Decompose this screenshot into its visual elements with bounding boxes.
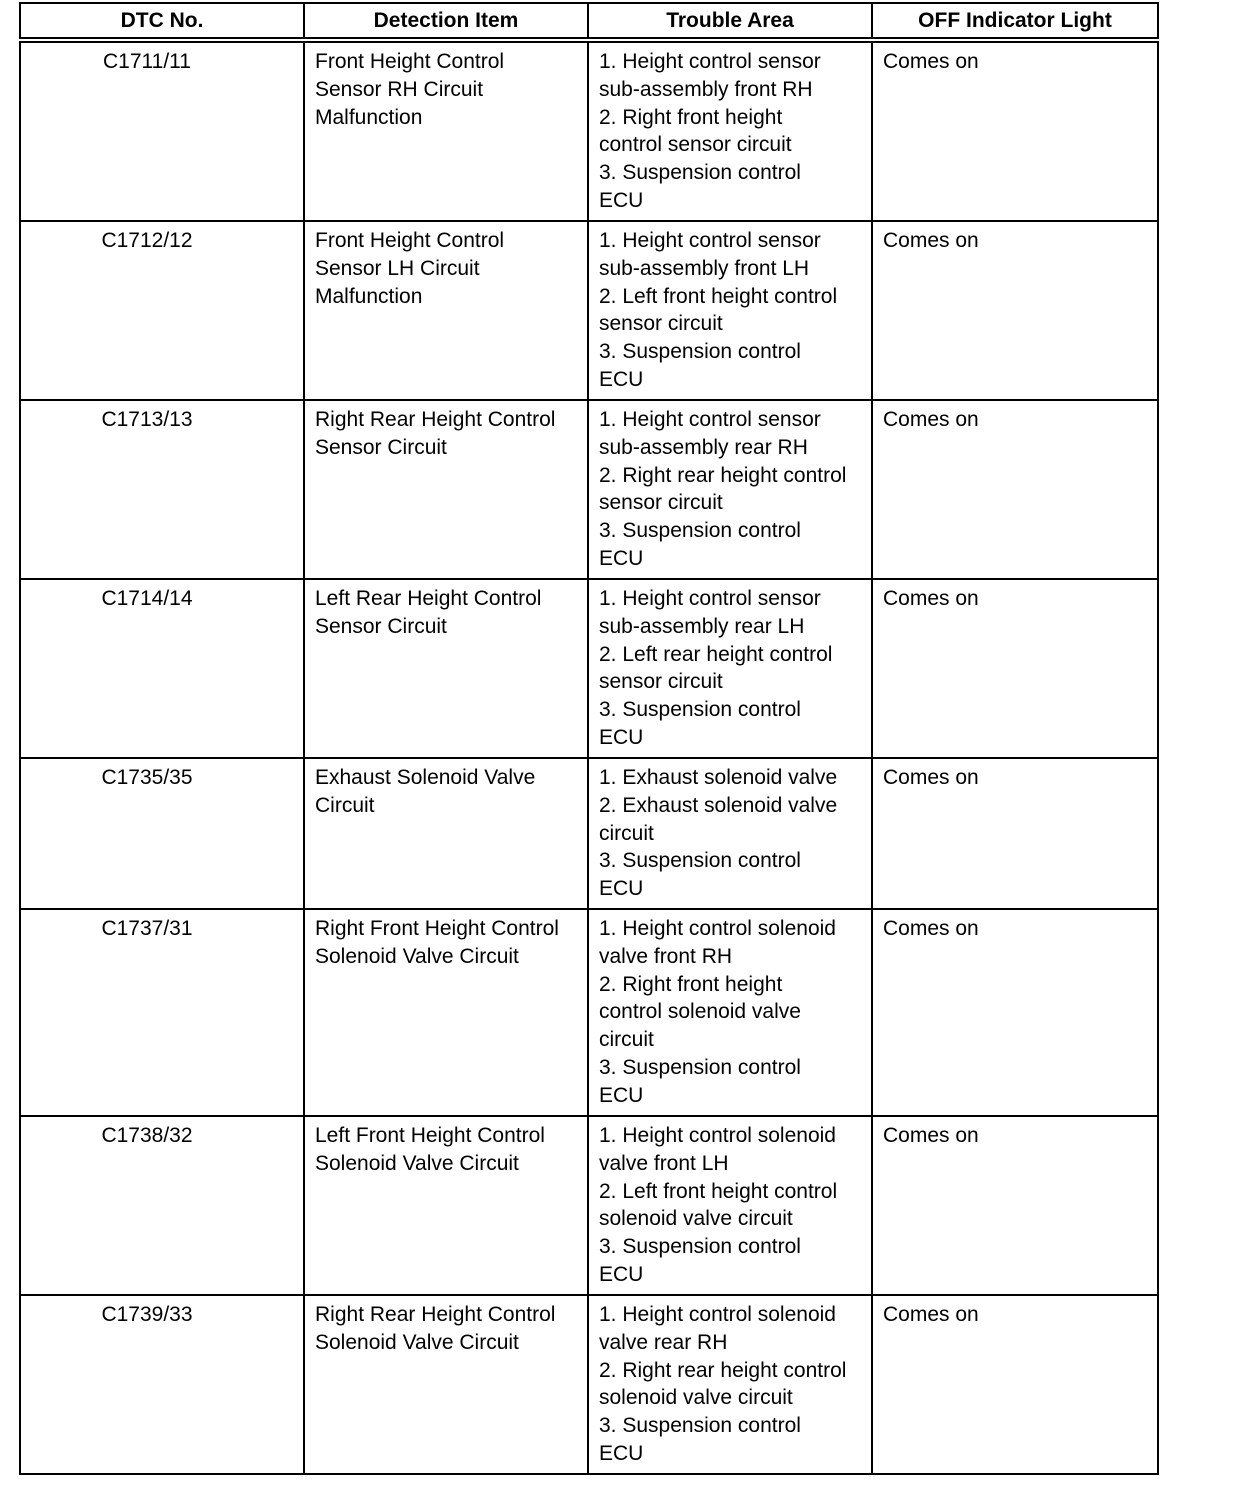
trouble-line: ECU (599, 877, 644, 901)
trouble-line: 2. Left rear height control (599, 642, 833, 666)
header-row (20, 3, 1158, 40)
trouble-line: sub-assembly rear LH (599, 614, 805, 638)
trouble-line: 1. Height control solenoid (599, 1124, 836, 1147)
trouble-line: control solenoid valve (599, 1000, 801, 1024)
trouble-line: 2. Right rear height control (599, 1358, 847, 1382)
trouble-area-cell (588, 579, 872, 758)
detection-line: Malfunction (315, 284, 423, 308)
table-row (20, 579, 1158, 758)
dtc-cell: C1738/32 (20, 1116, 304, 1295)
trouble-line: sub-assembly front LH (599, 256, 810, 280)
detection-line: Right Rear Height Control (315, 1303, 556, 1326)
trouble-line: valve front RH (599, 944, 733, 968)
table-row (20, 909, 1158, 1116)
dtc-cell: C1735/35 (20, 758, 304, 909)
trouble-line: 1. Height control sensor (599, 229, 821, 252)
detection-line: Front Height Control (315, 50, 505, 73)
trouble-area-cell (588, 758, 872, 909)
detection-line: Solenoid Valve Circuit (315, 1330, 519, 1354)
off-indicator-cell: Comes on (872, 758, 1158, 909)
dtc-cell: C1712/12 (20, 221, 304, 400)
trouble-line: ECU (599, 725, 644, 749)
dtc-table (19, 2, 1159, 1475)
trouble-line: ECU (599, 188, 644, 212)
off-indicator-cell: Comes on (872, 579, 1158, 758)
trouble-line: sub-assembly front RH (599, 77, 813, 101)
dtc-cell: C1713/13 (20, 400, 304, 579)
off-indicator-cell: Comes on (872, 909, 1158, 1116)
detection-line: Sensor LH Circuit (315, 256, 480, 280)
trouble-line: 3. Suspension control (599, 1414, 801, 1438)
trouble-area-cell (588, 40, 872, 221)
trouble-line: 2. Right front height (599, 972, 783, 996)
dtc-cell: C1711/11 (20, 40, 304, 221)
trouble-line: ECU (599, 546, 644, 570)
trouble-line: sub-assembly rear RH (599, 435, 808, 459)
detection-item-cell (304, 1116, 588, 1295)
detection-line: Left Front Height Control (315, 1124, 545, 1147)
table-header (20, 3, 1158, 40)
detection-item-cell (304, 221, 588, 400)
detection-item-cell (304, 909, 588, 1116)
table-row (20, 400, 1158, 579)
trouble-line: 3. Suspension control (599, 1055, 801, 1079)
trouble-line: 2. Left front height control (599, 284, 838, 308)
dtc-cell: C1737/31 (20, 909, 304, 1116)
trouble-line: 3. Suspension control (599, 698, 801, 722)
table-row (20, 1116, 1158, 1295)
table-row (20, 758, 1158, 909)
trouble-line: valve front LH (599, 1151, 729, 1175)
header-trouble-area: Trouble Area (588, 3, 872, 40)
detection-item-cell (304, 40, 588, 221)
trouble-line: ECU (599, 367, 644, 391)
trouble-area-cell (588, 909, 872, 1116)
trouble-line: solenoid valve circuit (599, 1386, 793, 1410)
detection-line: Sensor Circuit (315, 435, 447, 459)
trouble-line: valve rear RH (599, 1330, 728, 1354)
dtc-cell: C1739/33 (20, 1295, 304, 1474)
table-row (20, 40, 1158, 221)
off-indicator-cell: Comes on (872, 1116, 1158, 1295)
detection-line: Exhaust Solenoid Valve (315, 766, 536, 789)
detection-line: Right Front Height Control (315, 917, 559, 940)
trouble-line: solenoid valve circuit (599, 1207, 793, 1231)
off-indicator-cell: Comes on (872, 400, 1158, 579)
trouble-line: sensor circuit (599, 491, 723, 515)
trouble-line: 1. Height control solenoid (599, 1303, 836, 1326)
trouble-line: 2. Exhaust solenoid valve (599, 793, 838, 817)
header-off-indicator-light: OFF Indicator Light (872, 3, 1158, 40)
off-indicator-cell: Comes on (872, 221, 1158, 400)
trouble-line: 3. Suspension control (599, 161, 801, 185)
detection-line: Solenoid Valve Circuit (315, 944, 519, 968)
detection-item-cell (304, 400, 588, 579)
detection-line: Left Rear Height Control (315, 587, 542, 610)
detection-item-cell (304, 758, 588, 909)
trouble-line: circuit (599, 821, 654, 845)
trouble-line: 1. Height control sensor (599, 408, 821, 431)
trouble-line: 2. Right rear height control (599, 463, 847, 487)
trouble-line: ECU (599, 1262, 644, 1286)
trouble-area-cell (588, 1116, 872, 1295)
trouble-line: ECU (599, 1083, 644, 1107)
dtc-cell: C1714/14 (20, 579, 304, 758)
header-detection-item: Detection Item (304, 3, 588, 40)
trouble-line: sensor circuit (599, 312, 723, 336)
trouble-line: 3. Suspension control (599, 340, 801, 364)
trouble-line: 1. Height control sensor (599, 50, 821, 73)
detection-line: Solenoid Valve Circuit (315, 1151, 519, 1175)
trouble-line: 2. Right front height (599, 105, 783, 129)
trouble-line: 3. Suspension control (599, 519, 801, 543)
table-row (20, 221, 1158, 400)
table-body (20, 40, 1158, 1474)
trouble-line: 1. Height control sensor (599, 587, 821, 610)
trouble-area-cell (588, 400, 872, 579)
header-dtc-no: DTC No. (20, 3, 304, 40)
trouble-line: control sensor circuit (599, 133, 792, 157)
detection-line: Sensor Circuit (315, 614, 447, 638)
detection-item-cell (304, 1295, 588, 1474)
detection-line: Malfunction (315, 105, 423, 129)
trouble-line: 1. Height control solenoid (599, 917, 836, 940)
trouble-line: 3. Suspension control (599, 1235, 801, 1259)
trouble-line: sensor circuit (599, 670, 723, 694)
trouble-line: ECU (599, 1441, 644, 1465)
off-indicator-cell: Comes on (872, 1295, 1158, 1474)
trouble-area-cell (588, 221, 872, 400)
trouble-line: 3. Suspension control (599, 849, 801, 873)
table-row (20, 1295, 1158, 1474)
trouble-line: circuit (599, 1028, 654, 1052)
trouble-line: 2. Left front height control (599, 1179, 838, 1203)
trouble-area-cell (588, 1295, 872, 1474)
detection-line: Front Height Control (315, 229, 505, 252)
detection-line: Right Rear Height Control (315, 408, 556, 431)
detection-line: Circuit (315, 793, 375, 817)
detection-line: Sensor RH Circuit (315, 77, 484, 101)
detection-item-cell (304, 579, 588, 758)
off-indicator-cell: Comes on (872, 40, 1158, 221)
trouble-line: 1. Exhaust solenoid valve (599, 766, 838, 789)
